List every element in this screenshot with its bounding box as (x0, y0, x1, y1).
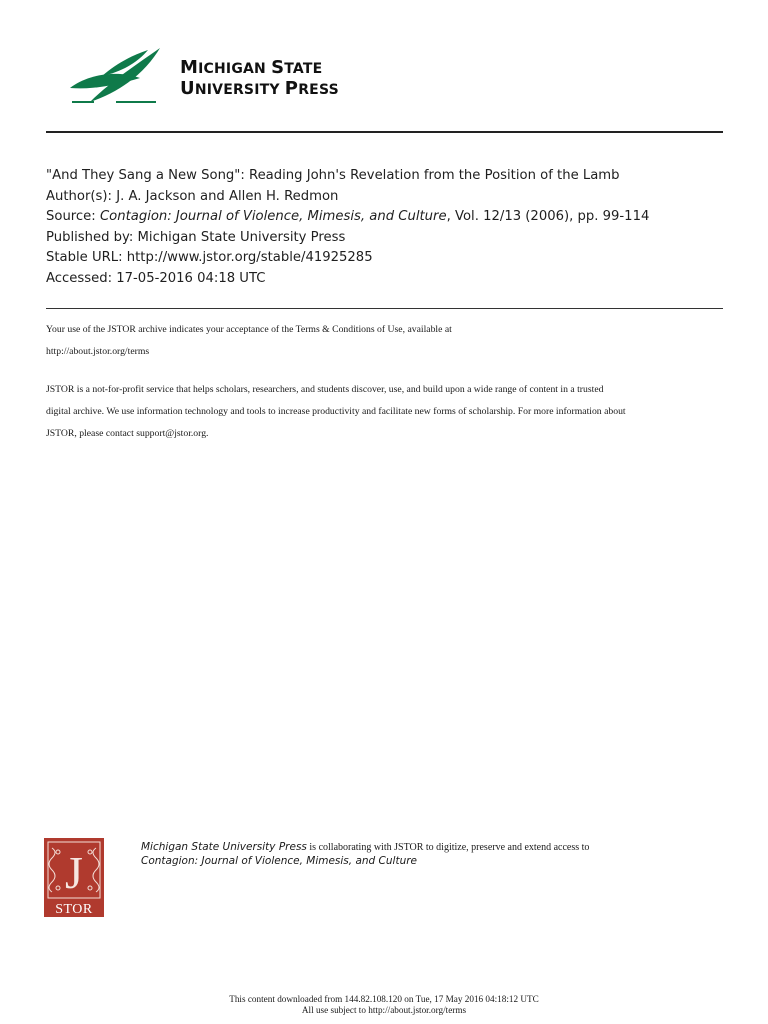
collab-journal: Contagion: Journal of Violence, Mimesis, and Culture (141, 854, 417, 867)
top-divider (46, 131, 723, 133)
green-leaves-icon (68, 44, 168, 108)
logo-line-university-press: UNIVERSITY PRESS (180, 78, 339, 99)
logo-line-michigan-state: MICHIGAN STATE (180, 57, 323, 78)
collab-publisher: Michigan State University Press (141, 841, 307, 853)
terms-url-link[interactable]: http://about.jstor.org/terms (46, 346, 150, 357)
jstor-info-line: digital archive. We use information technology and tools to increase productivity and facilitate new forms of scholarship. For more information about (46, 406, 626, 417)
middle-divider (46, 308, 723, 309)
footer-terms-line: All use subject to http://about.jstor.org/terms (301, 1005, 467, 1015)
jstor-contact-line: JSTOR, please contact support@jstor.org. (46, 428, 209, 439)
terms-line: Your use of the JSTOR archive indicates your acceptance of the Terms & Conditions of Use, available at (46, 324, 452, 335)
source-journal: Contagion: Journal of Violence, Mimesis, and Culture (99, 209, 447, 225)
citation-block (46, 166, 746, 290)
svg-text:J: J (65, 847, 83, 898)
collab-text: is collaborating with JSTOR to digitize, preserve and extend access to (306, 842, 590, 853)
collaboration-notice (141, 841, 741, 868)
svg-text:STOR: STOR (55, 902, 93, 917)
article-authors: Author(s): J. A. Jackson and Allen H. Redmon (46, 188, 339, 204)
article-publisher: Published by: Michigan State University Press (46, 229, 346, 245)
terms-block (46, 319, 736, 445)
article-source: Source: Contagion: Journal of Violence, Mimesis, and Culture, Vol. 12/13 (2006), pp. 99-114 (46, 209, 650, 225)
footer-download-line: This content downloaded from 144.82.108.120 on Tue, 17 May 2016 04:18:12 UTC (229, 994, 539, 1004)
jstor-logo-icon (44, 838, 104, 917)
jstor-info-line: JSTOR is a not-for-profit service that helps scholars, researchers, and students discover, use, and build upon a wide range of content in a trusted (46, 384, 604, 395)
accessed-date: Accessed: 17-05-2016 04:18 UTC (46, 270, 266, 286)
stable-url-link[interactable]: Stable URL: http://www.jstor.org/stable/41925285 (46, 250, 373, 266)
publisher-logo (68, 44, 339, 108)
download-footer (0, 994, 768, 1016)
article-title: "And They Sang a New Song": Reading John's Revelation from the Position of the Lamb (46, 168, 620, 183)
